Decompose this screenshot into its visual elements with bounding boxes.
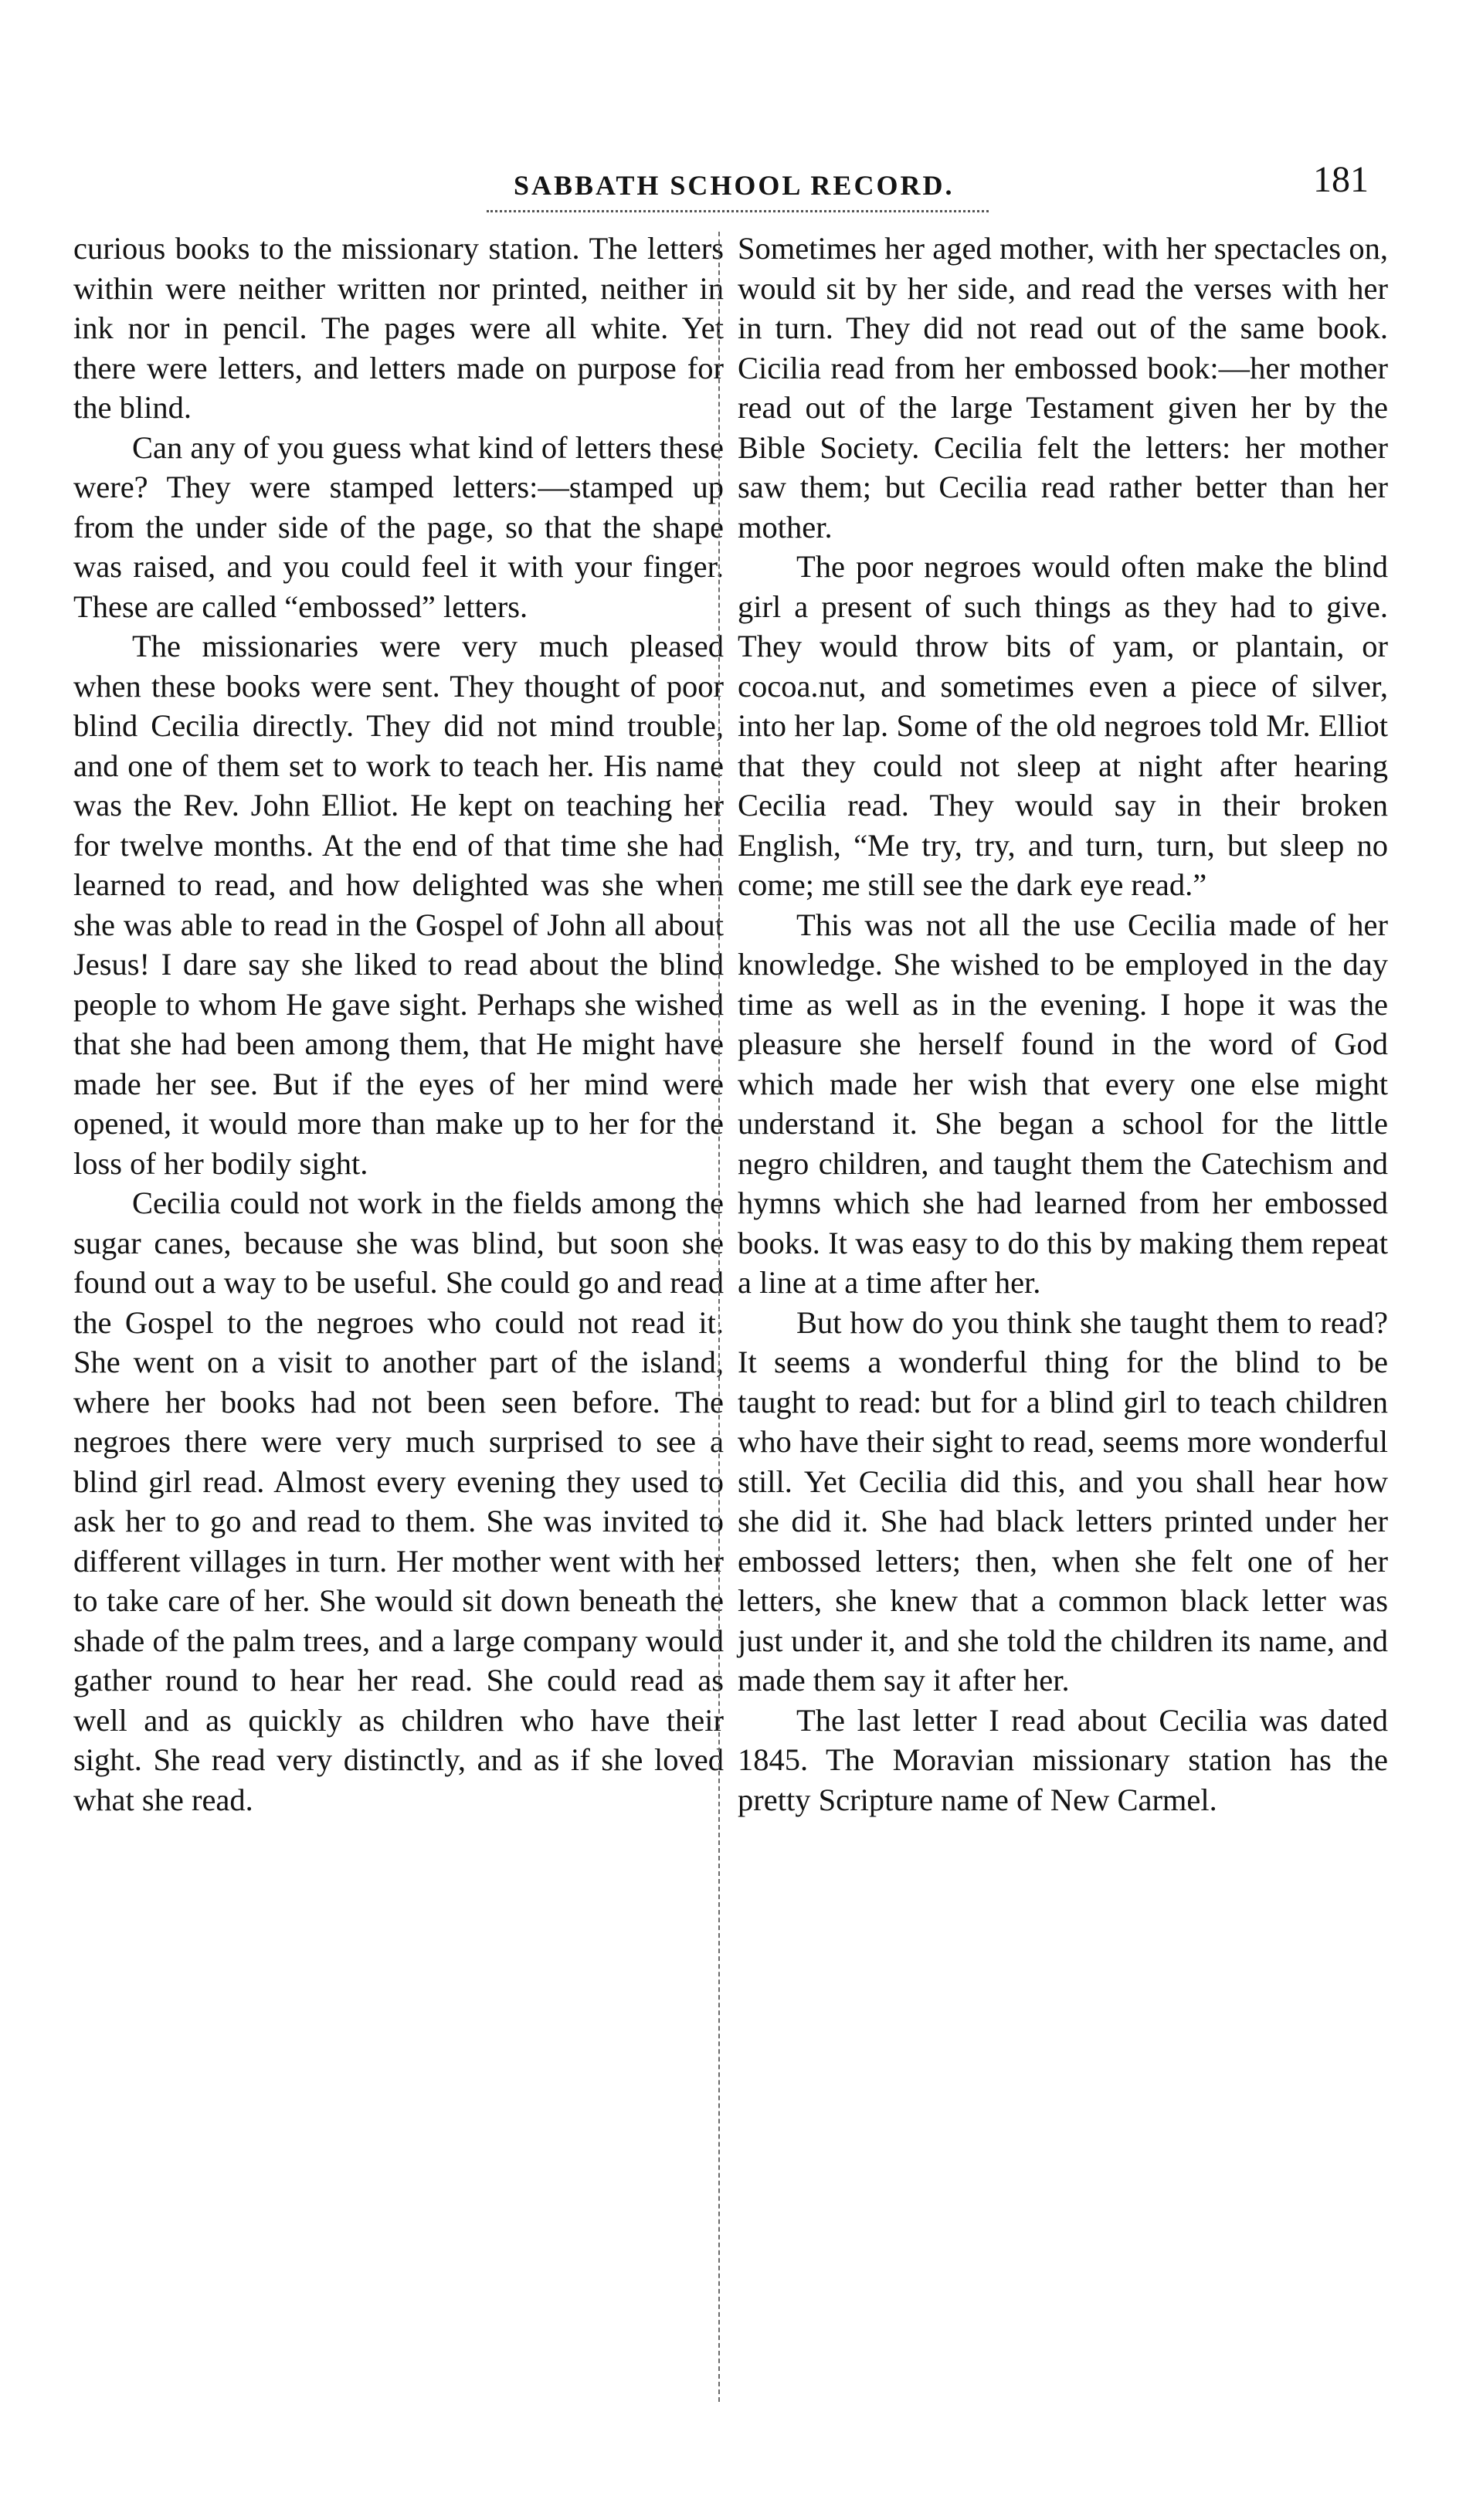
right-column xyxy=(738,229,1388,1820)
paragraph: Cecilia could not work in the fields among the sugar canes, because she was blind, but soon she found out a way to be useful. She could go and read the Gospel to the negroes who could not read it. She went on a visit to another part of the island, where her books had not been seen before. The negroes there were very much surprised to see a blind girl read. Almost every evening they used to ask her to go and read to them. She was invited to different villages in turn. Her mother went with her to take care of her. She would sit down beneath the shade of the palm trees, and a large company would gather round to hear her read. She could read as well and as quickly as children who have their sight. She read very distinctly, and as if she loved what she read. xyxy=(73,1185,724,1817)
paragraph: Can any of you guess what kind of letters these were? They were stamped letters:—stamped up from the under side of the page, so that the shape was raised, and you could feel it with your finger. These are called “embossed” letters. xyxy=(73,429,724,624)
paragraph: The poor negroes would often make the blind girl a present of such things as they had to give. They would throw bits of yam, or plantain, or cocoa.nut, and sometimes even a piece of silver, into her lap. Some of the old negroes told Mr. Elliot that they could not sleep at night after hearing Cecilia read. They would say in their broken English, “Me try, try, and turn, turn, but sleep no come; me still see the dark eye read.” xyxy=(738,549,1388,902)
paragraph: The last letter I read about Cecilia was dated 1845. The Moravian missionary station has the pretty Scripture name of New Carmel. xyxy=(738,1702,1388,1817)
paragraph: But how do you think she taught them to read? It seems a wonderful thing for the blind to be taught to read: but for a blind girl to teach children who have their sight to read, seems more wonderful still. Yet Cecilia did this, and you shall hear how she did it. She had black letters printed under her embossed letters; then, when she felt one of her letters, she knew that a common black letter was just under it, and she told the children its name, and made them say it after her. xyxy=(738,1304,1388,1698)
left-column xyxy=(73,229,724,1820)
paragraph: Sometimes her aged mother, with her spectacles on, would sit by her side, and read the verses with her in turn. They did not read out of the same book. Cicilia read from her embossed book:—her mother read out of the large Testament given her by the Bible Society. Cecilia felt the letters: her mother saw them; but Cecilia read rather better than her mother. xyxy=(738,231,1388,544)
paragraph: The missionaries were very much pleased when these books were sent. They thought of poor blind Cecilia directly. They did not mind trouble, and one of them set to work to teach her. His name was the Rev. John Elliot. He kept on teaching her for twelve months. At the end of that time she had learned to read, and how delighted was she when she was able to read in the Gospel of John all about Jesus! I dare say she liked to read about the blind people to whom He gave sight. Perhaps she wished that she had been among them, that He might have made her see. But if the eyes of her mind were opened, it would more than make up to her for the loss of her bodily sight. xyxy=(73,629,724,1181)
column-divider xyxy=(718,232,720,2402)
running-head xyxy=(0,158,1483,205)
page-number: 181 xyxy=(1313,159,1369,200)
paragraph: This was not all the use Cecilia made of her knowledge. She wished to be employed in the day time as well as in the evening. I hope it was the pleasure she herself found in the word of God which made her wish that every one else might understand it. She began a school for the little negro children, and taught them the Catechism and hymns which she had learned from her embossed books. It was easy to do this by making them repeat a line at a time after her. xyxy=(738,907,1388,1300)
header-rule xyxy=(487,210,989,212)
paragraph: curious books to the missionary station. The letters within were neither written nor printed, neither in ink nor in pencil. The pages were all white. Yet there were letters, and letters made on purpose for the blind. xyxy=(73,231,724,425)
running-title: SABBATH SCHOOL RECORD. xyxy=(514,170,955,201)
